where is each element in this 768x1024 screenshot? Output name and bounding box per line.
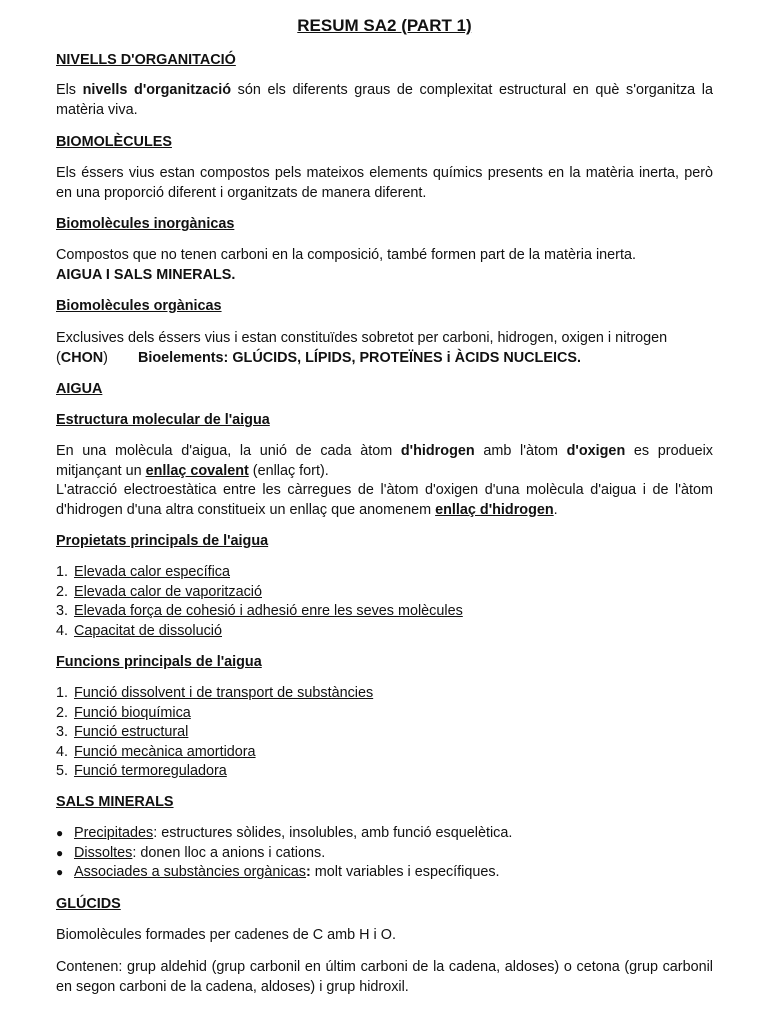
- text: .: [553, 501, 558, 518]
- bold-term: nivells d'organització: [82, 82, 232, 98]
- text: (: [56, 349, 61, 366]
- list-number: 5.: [56, 763, 69, 779]
- heading-estructura: Estructura molecular de l'aigua: [56, 412, 270, 428]
- paragraph-estructura: [56, 442, 713, 481]
- list-number: 2.: [56, 704, 69, 721]
- list-item: [56, 824, 512, 844]
- text: En una molècula d'aigua, la unió de cada àtom: [56, 443, 401, 459]
- list-text: Elevada calor específica: [74, 564, 230, 580]
- bullet-icon: ●: [56, 865, 64, 879]
- paragraph-glucids-2: Contenen: grup aldehid (grup carbonil en últim carboni de la cadena, aldoses) o cetona (grup carbonil en segon carboni de la cadena, aldoses) i grup hidroxil.: [56, 959, 713, 995]
- text: es produeix mitjançant un: [56, 443, 713, 479]
- bold-underlined-term: enllaç covalent: [145, 462, 249, 479]
- paragraph-biomolecules: Els éssers vius estan compostos pels mateixos elements químics presents en la matèria inerta, però en una proporció diferent i organitzats de manera diferent.: [56, 165, 713, 201]
- list-text: Funció mecànica amortidora: [74, 743, 256, 760]
- list-number: 3.: [56, 603, 69, 619]
- list-propietats: [56, 563, 463, 641]
- paragraph-organiques: [56, 329, 713, 368]
- text: molt variables i específiques.: [310, 864, 500, 880]
- heading-biomolecules: BIOMOLÈCULES: [56, 134, 172, 150]
- text: amb l'àtom: [474, 443, 567, 459]
- list-item: [56, 863, 512, 883]
- list-item: [56, 602, 463, 622]
- list-number: 4.: [56, 743, 69, 760]
- heading-inorganiques: Biomolècules inorgànicas: [56, 216, 235, 232]
- list-item: [56, 743, 373, 763]
- heading-funcions: Funcions principals de l'aigua: [56, 654, 262, 670]
- list-item: [56, 622, 463, 642]
- text: Compostos que no tenen carboni en la composició, també formen part de la matèria inerta.: [56, 247, 636, 263]
- list-item: [56, 844, 512, 864]
- heading-nivells: NIVELLS D'ORGANITACIÓ: [56, 52, 236, 68]
- text: Exclusives dels éssers vius i estan constituïdes sobretot per carboni, hidrogen, oxigen i nitrogen: [56, 330, 668, 346]
- list-item: [56, 684, 373, 704]
- list-text: Funció estructural: [74, 724, 189, 740]
- text: ): [103, 349, 108, 366]
- bold-term: Bioelements: GLÚCIDS, LÍPIDS, PROTEÏNES i ÀCIDS NUCLEICS.: [137, 349, 581, 366]
- underlined-term: Associades a substàncies orgànicas: [74, 864, 306, 880]
- list-text: Funció termoreguladora: [74, 763, 227, 779]
- bold-term: CHON: [60, 349, 104, 366]
- text: Els: [56, 82, 83, 98]
- bullet-icon: ●: [56, 826, 64, 840]
- paragraph-enllac: [56, 481, 713, 520]
- paragraph-glucids-1: Biomolècules formades per cadenes de C amb H i O.: [56, 927, 396, 943]
- list-number: 1.: [56, 564, 69, 580]
- list-number: 3.: [56, 724, 69, 740]
- underlined-term: Dissoltes: [74, 844, 133, 861]
- text: : estructures sòlides, insolubles, amb funció esquelètica.: [153, 825, 513, 841]
- list-number: 2.: [56, 583, 69, 600]
- heading-aigua: AIGUA: [56, 381, 103, 397]
- list-text: Funció dissolvent i de transport de substàncies: [74, 685, 374, 701]
- text: L'atracció electroestàtica entre les càrregues de l'àtom d'oxigen d'una molècula d'aigua i de l'àtom d'hidrogen d'una altra constitueix un enllaç que anomenem: [56, 482, 713, 518]
- list-funcions: [56, 684, 373, 782]
- underlined-term: Precipitades: [74, 825, 154, 841]
- heading-sals-minerals: SALS MINERALS: [56, 794, 174, 810]
- heading-organiques: Biomolècules orgànicas: [56, 298, 222, 314]
- list-text: Elevada força de cohesió i adhesió enre les seves molècules: [74, 603, 463, 619]
- page-title: RESUM SA2 (PART 1): [297, 16, 472, 35]
- list-item: [56, 762, 373, 782]
- list-item: [56, 563, 463, 583]
- list-sals-minerals: [56, 824, 512, 883]
- list-number: 1.: [56, 685, 69, 701]
- text: (enllaç fort).: [248, 462, 329, 479]
- text: són els diferents graus de complexitat estructural en què s'organitza la matèria viva.: [56, 82, 713, 118]
- heading-propietats: Propietats principals de l'aigua: [56, 533, 269, 549]
- paragraph-nivells: [56, 81, 713, 120]
- bold-term: AIGUA I SALS MINERALS.: [56, 266, 236, 283]
- heading-glucids: GLÚCIDS: [56, 896, 121, 912]
- bold-term: d'oxigen: [566, 443, 626, 459]
- list-item: [56, 723, 373, 743]
- list-item: [56, 583, 463, 603]
- paragraph-inorganiques: [56, 246, 713, 285]
- bullet-icon: ●: [56, 845, 64, 860]
- list-number: 4.: [56, 622, 69, 639]
- bold-term: d'hidrogen: [400, 443, 475, 459]
- list-text: Elevada calor de vaporització: [74, 583, 262, 600]
- list-text: Funció bioquímica: [74, 704, 191, 721]
- bold-term: :: [305, 864, 311, 880]
- list-item: [56, 704, 373, 724]
- text: : donen lloc a anions i cations.: [132, 844, 326, 861]
- list-text: Capacitat de dissolució: [74, 622, 222, 639]
- bold-underlined-term: enllaç d'hidrogen: [435, 501, 554, 518]
